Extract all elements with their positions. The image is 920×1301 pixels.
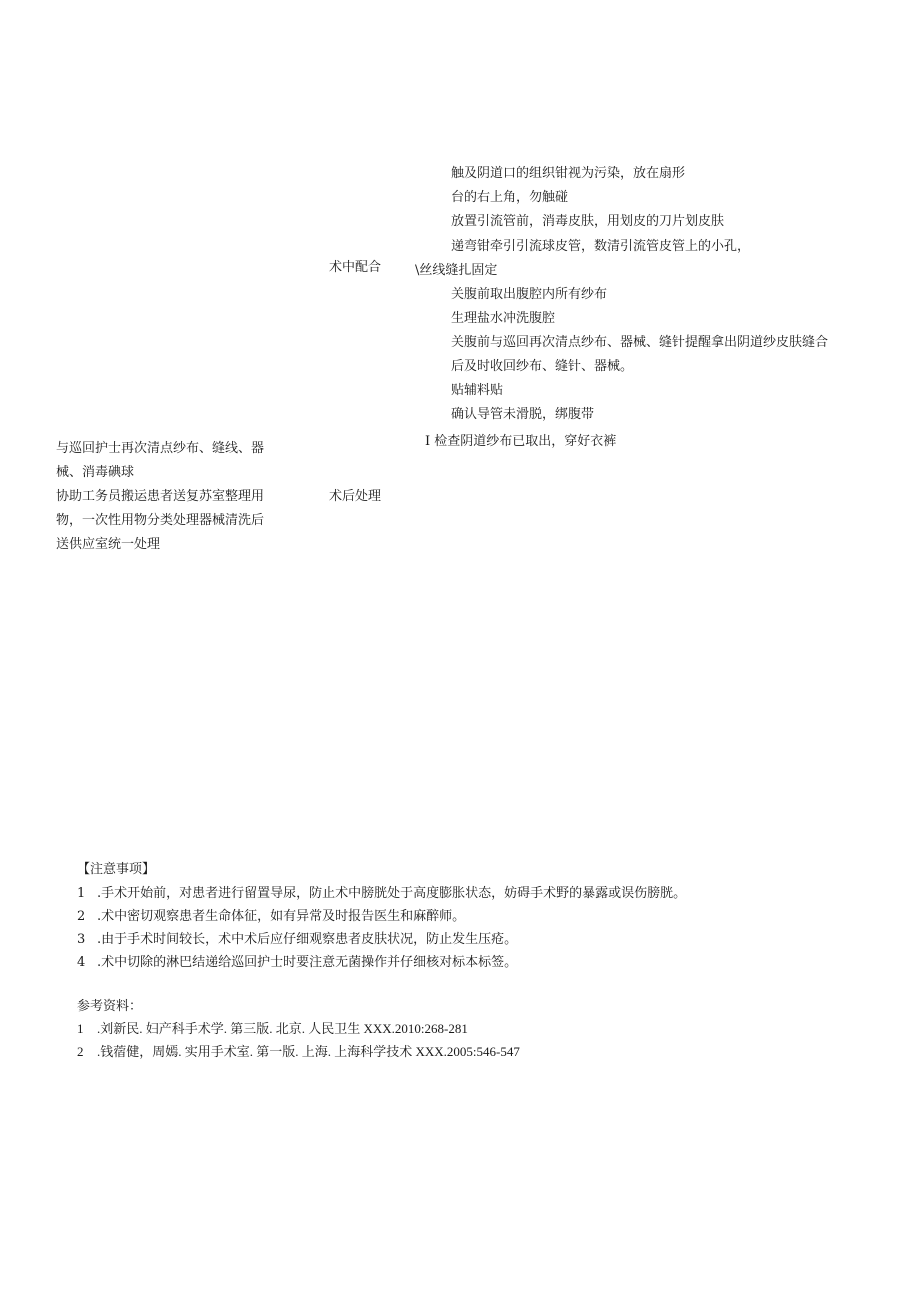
note-item [77,886,686,902]
intraop-line: 台的右上角，勿触碰 [451,190,569,205]
intraop-line: 关腹前取出腹腔内所有纱布 [451,287,608,302]
postop-line: 协助工务员搬运患者送复苏室整理用 [56,489,265,504]
intraop-line: 触及阴道口的组织钳视为污染，放在扇形 [451,166,686,181]
postop-left-text [56,437,284,557]
intraop-line: 后及时收回纱布、缝针、器械。 [451,359,634,374]
intraop-line: \丝线缝扎固定 [415,263,498,278]
note-number: 3 [77,932,86,947]
references-title: 参考资料： [77,999,143,1014]
intraop-line: 贴辅料贴 [451,383,504,398]
reference-text: .刘新民. 妇产科手术学. 第三版. 北京. 人民卫生 XXX.2010:268-281 [97,1021,468,1036]
intraop-line: 放置引流管前，消毒皮肤，用划皮的刀片划皮肤 [451,214,725,229]
note-number: 1 [77,886,86,901]
intraop-line: 关腹前与巡回再次清点纱布、器械、缝针提醒拿出阴道纱皮肤缝合 [451,335,829,350]
note-item [77,932,517,948]
note-text: .手术开始前，对患者进行留置导尿，防止术中膀胱处于高度膨胀状态，妨碍手术野的暴露或误伤膀胱。 [97,886,687,901]
note-item [77,909,465,925]
reference-item [77,1021,468,1037]
note-item [77,955,517,971]
postop-line: 与巡回护士再次清点纱布、缝线、器 [56,441,265,456]
intraop-line: 递弯钳牵引引流球皮管，数清引流管皮管上的小孔， [451,239,751,254]
intraop-line: 生理盐水冲洗腹腔 [451,311,556,326]
note-number: 4 [77,955,86,970]
postop-label: 术后处理 [329,489,382,504]
intraop-line: 确认导管未滑脱，绑腹带 [451,407,595,422]
reference-number: 2 [77,1044,84,1059]
note-text: .术中密切观察患者生命体征，如有异常及时报告医生和麻醉师。 [97,909,466,924]
reference-number: 1 [77,1021,84,1036]
note-text: .术中切除的淋巴结递给巡回护士时要注意无菌操作并仔细核对标本标签。 [97,955,518,970]
intraop-label: 术中配合 [329,260,382,275]
note-number: 2 [77,909,86,924]
notes-title: 【注意事项】 [77,862,156,877]
intraop-line: I 检查阴道纱布已取出，穿好衣裤 [425,434,617,449]
postop-line: 送供应室统一处理 [56,537,161,552]
reference-text: .钱蓿健，周嫣. 实用手术室. 第一版. 上海. 上海科学技术 XXX.2005:546-547 [97,1044,520,1059]
postop-line: 物，一次性用物分类处理器械清洗后 [56,513,265,528]
postop-line: 械、消毒碘球 [56,465,135,480]
note-text: .由于手术时间较长，术中术后应仔细观察患者皮肤状况，防止发生压疮。 [97,932,518,947]
reference-item [77,1044,520,1060]
